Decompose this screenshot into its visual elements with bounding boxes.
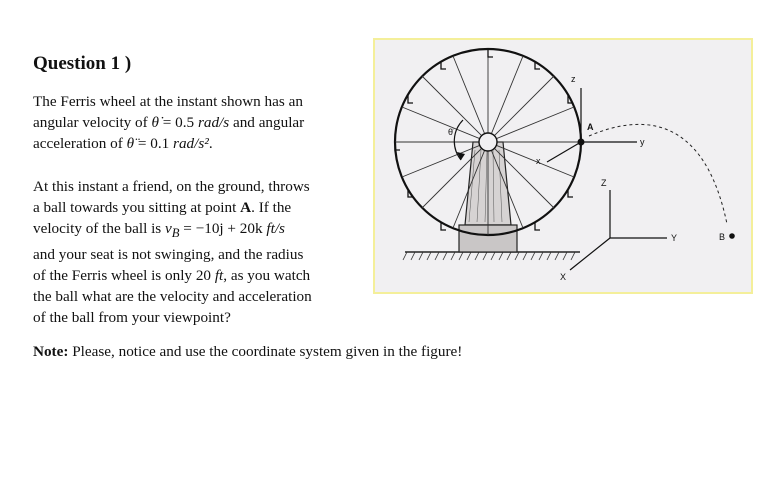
ferris-wheel-diagram xyxy=(375,40,751,292)
question-title: Question 1 ) xyxy=(33,53,132,74)
p2-line-2-end: . If the xyxy=(251,199,292,216)
ground-x-axis xyxy=(570,238,610,270)
paragraph-ball-throw xyxy=(33,176,373,328)
velocity-value: = −10j + 20k xyxy=(179,220,267,237)
p1-line-2-text: angular velocity of xyxy=(33,114,152,131)
p2-line-2-text: a ball towards you sitting at point xyxy=(33,199,241,216)
ground-z-label: Z xyxy=(601,178,607,188)
p2-line-1: At this instant a friend, on the ground, throws xyxy=(33,178,310,195)
p1-line-1: The Ferris wheel at the instant shown has an xyxy=(33,93,303,110)
velocity-unit: ft/s xyxy=(266,220,285,237)
note-text: Please, notice and use the coordinate system given in the figure! xyxy=(68,343,463,360)
note-label: Note: xyxy=(33,343,69,360)
point-a-fig-label: A xyxy=(587,122,594,132)
ground-x-label: X xyxy=(560,272,567,282)
ground-hatching xyxy=(403,252,575,260)
p1-line-2-end: and angular xyxy=(229,114,305,131)
note xyxy=(33,343,462,361)
p1-line-3-end: . xyxy=(208,135,213,152)
p2-line-2 xyxy=(33,197,373,218)
wheel-hub xyxy=(479,133,497,151)
point-a-label: A xyxy=(240,199,252,216)
p2-line-7: of the ball from your viewpoint? xyxy=(33,309,231,327)
local-y-label: y xyxy=(640,137,645,147)
velocity-subscript: B xyxy=(171,226,180,241)
ferris-wheel-figure xyxy=(373,38,753,294)
point-b-fig-label: B xyxy=(719,232,726,242)
p2-line-3 xyxy=(33,218,373,244)
local-x-axis xyxy=(547,142,581,162)
p1-line-3 xyxy=(33,133,373,154)
p2-line-5 xyxy=(33,265,373,286)
velocity-symbol: v xyxy=(165,220,172,237)
theta-ddot-symbol: θ̈ xyxy=(126,135,135,152)
theta-dot-symbol: θ̇ xyxy=(151,114,159,131)
p1-line-2 xyxy=(33,112,373,133)
radius-unit: ft xyxy=(214,267,224,285)
p2-line-5-text: of the Ferris wheel is only 20 xyxy=(33,267,215,285)
ground-y-label: Y xyxy=(671,233,678,243)
alpha-value: = 0.1 xyxy=(134,135,174,152)
theta-dot-label: θ̇ xyxy=(448,127,454,137)
p2-line-5-end: , as you watch xyxy=(223,267,311,285)
omega-value: = 0.5 xyxy=(158,114,198,131)
omega-unit: rad/s xyxy=(197,114,230,131)
p2-line-4: and your seat is not swinging, and the radius xyxy=(33,246,304,264)
alpha-unit: rad/s² xyxy=(173,135,209,152)
local-x-label: x xyxy=(536,156,541,166)
p1-line-3-text: acceleration of xyxy=(33,135,127,152)
p2-line-3-text: velocity of the ball is xyxy=(33,220,166,237)
ball-b-marker xyxy=(729,233,735,239)
paragraph-wheel-motion xyxy=(33,91,373,154)
local-z-label: z xyxy=(571,74,576,84)
p2-line-6: the ball what are the velocity and acceleration xyxy=(33,288,312,306)
